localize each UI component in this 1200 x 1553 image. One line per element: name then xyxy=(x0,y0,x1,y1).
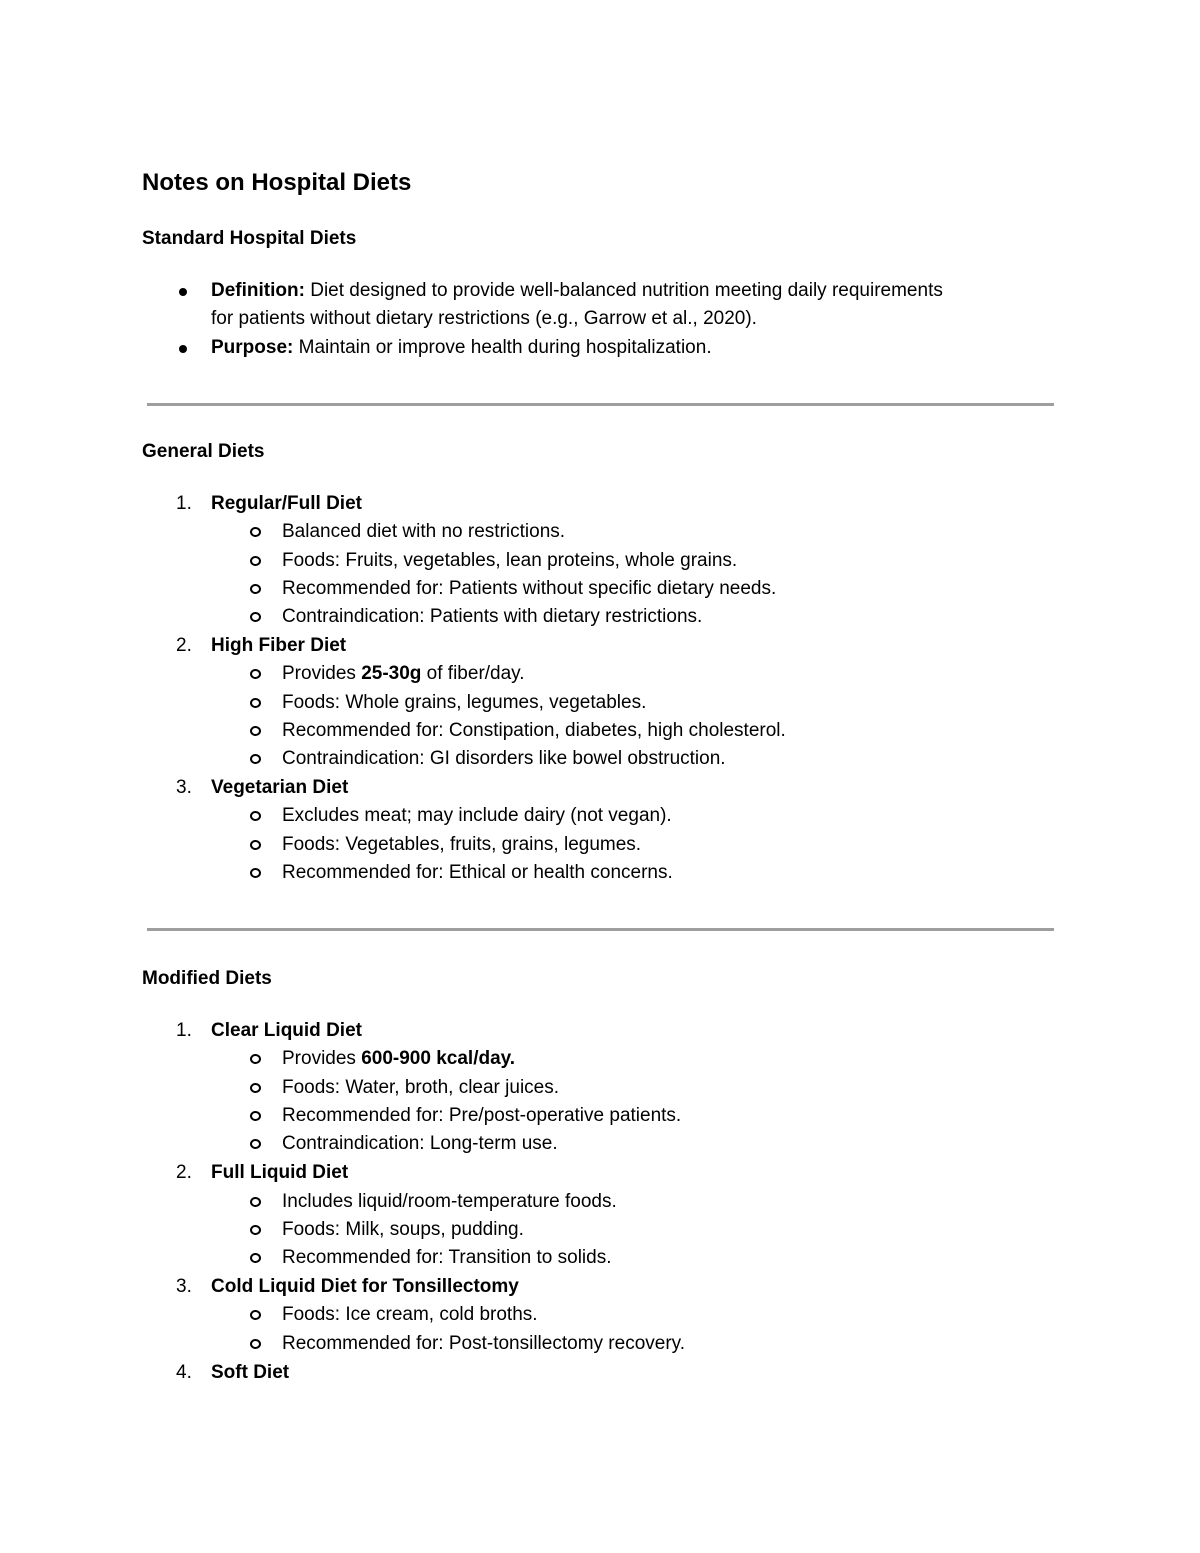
definition-label: Definition: xyxy=(211,280,305,301)
bullet-dot-icon xyxy=(179,345,187,353)
list-item: Recommended for: Ethical or health concerns. xyxy=(282,862,673,883)
list-number: 1. xyxy=(176,493,192,514)
list-item: Balanced diet with no restrictions. xyxy=(282,521,566,542)
hollow-bullet-icon xyxy=(250,726,261,736)
list-item: Recommended for: Patients without specific dietary needs. xyxy=(282,578,777,599)
purpose-label: Purpose: xyxy=(211,337,294,358)
list-item: Foods: Milk, soups, pudding. xyxy=(282,1219,524,1240)
hollow-bullet-icon xyxy=(250,612,261,622)
section-heading-modified: Modified Diets xyxy=(142,968,272,989)
list-item: Recommended for: Post-tonsillectomy recovery. xyxy=(282,1333,686,1354)
purpose-text: Maintain or improve health during hospitalization. xyxy=(293,337,712,358)
list-item: Recommended for: Transition to solids. xyxy=(282,1247,612,1268)
list-item: Foods: Ice cream, cold broths. xyxy=(282,1304,538,1325)
hollow-bullet-icon xyxy=(250,868,261,878)
purpose-line xyxy=(211,336,712,360)
section-divider xyxy=(147,928,1054,931)
bullet-dot-icon xyxy=(179,288,187,296)
provides-prefix: Provides xyxy=(282,663,362,684)
hollow-bullet-icon xyxy=(250,1054,261,1064)
list-item: Foods: Fruits, vegetables, lean proteins, whole grains. xyxy=(282,550,738,571)
list-item: Recommended for: Pre/post-operative patients. xyxy=(282,1105,682,1126)
list-number: 4. xyxy=(176,1362,192,1383)
list-number: 2. xyxy=(176,1162,192,1183)
provides-prefix: Provides xyxy=(282,1048,362,1069)
diet-name: High Fiber Diet xyxy=(211,635,347,656)
definition-line xyxy=(211,279,943,303)
hollow-bullet-icon xyxy=(250,1339,261,1349)
hollow-bullet-icon xyxy=(250,584,261,594)
provides-amount: 25-30g xyxy=(361,663,422,684)
hollow-bullet-icon xyxy=(250,1197,261,1207)
diet-name: Full Liquid Diet xyxy=(211,1162,349,1183)
hollow-bullet-icon xyxy=(250,1111,261,1121)
page-title: Notes on Hospital Diets xyxy=(142,169,412,196)
hollow-bullet-icon xyxy=(250,1225,261,1235)
definition-text: Diet designed to provide well-balanced nutrition meeting daily requirements xyxy=(304,280,943,301)
hollow-bullet-icon xyxy=(250,840,261,850)
list-number: 2. xyxy=(176,635,192,656)
list-item: Foods: Water, broth, clear juices. xyxy=(282,1077,560,1098)
list-number: 1. xyxy=(176,1020,192,1041)
list-item: Contraindication: Long-term use. xyxy=(282,1133,558,1154)
diet-name: Clear Liquid Diet xyxy=(211,1020,362,1041)
hollow-bullet-icon xyxy=(250,1310,261,1320)
hollow-bullet-icon xyxy=(250,1253,261,1263)
list-item: Contraindication: GI disorders like bowel obstruction. xyxy=(282,748,726,769)
list-item: Recommended for: Constipation, diabetes, high cholesterol. xyxy=(282,720,786,741)
hollow-bullet-icon xyxy=(250,669,261,679)
hollow-bullet-icon xyxy=(250,754,261,764)
list-number: 3. xyxy=(176,1276,192,1297)
list-item: Includes liquid/room-temperature foods. xyxy=(282,1191,617,1212)
diet-name: Cold Liquid Diet for Tonsillectomy xyxy=(211,1276,519,1297)
list-item: Excludes meat; may include dairy (not vegan). xyxy=(282,805,672,826)
section-heading-general: General Diets xyxy=(142,441,265,462)
section-heading-standard: Standard Hospital Diets xyxy=(142,228,357,249)
list-item xyxy=(282,1047,515,1071)
hollow-bullet-icon xyxy=(250,527,261,537)
list-item: Foods: Whole grains, legumes, vegetables. xyxy=(282,692,647,713)
hollow-bullet-icon xyxy=(250,698,261,708)
provides-amount: 600-900 kcal/day. xyxy=(361,1048,516,1069)
hollow-bullet-icon xyxy=(250,556,261,566)
list-item: Foods: Vegetables, fruits, grains, legumes. xyxy=(282,834,642,855)
hollow-bullet-icon xyxy=(250,1139,261,1149)
hollow-bullet-icon xyxy=(250,811,261,821)
list-number: 3. xyxy=(176,777,192,798)
list-item xyxy=(282,662,525,686)
hollow-bullet-icon xyxy=(250,1083,261,1093)
definition-line-continued: for patients without dietary restrictions (e.g., Garrow et al., 2020). xyxy=(211,308,757,329)
section-divider xyxy=(147,403,1054,406)
list-item: Contraindication: Patients with dietary restrictions. xyxy=(282,606,703,627)
diet-name: Vegetarian Diet xyxy=(211,777,349,798)
provides-suffix: of fiber/day. xyxy=(421,663,525,684)
diet-name: Regular/Full Diet xyxy=(211,493,362,514)
diet-name: Soft Diet xyxy=(211,1362,290,1383)
